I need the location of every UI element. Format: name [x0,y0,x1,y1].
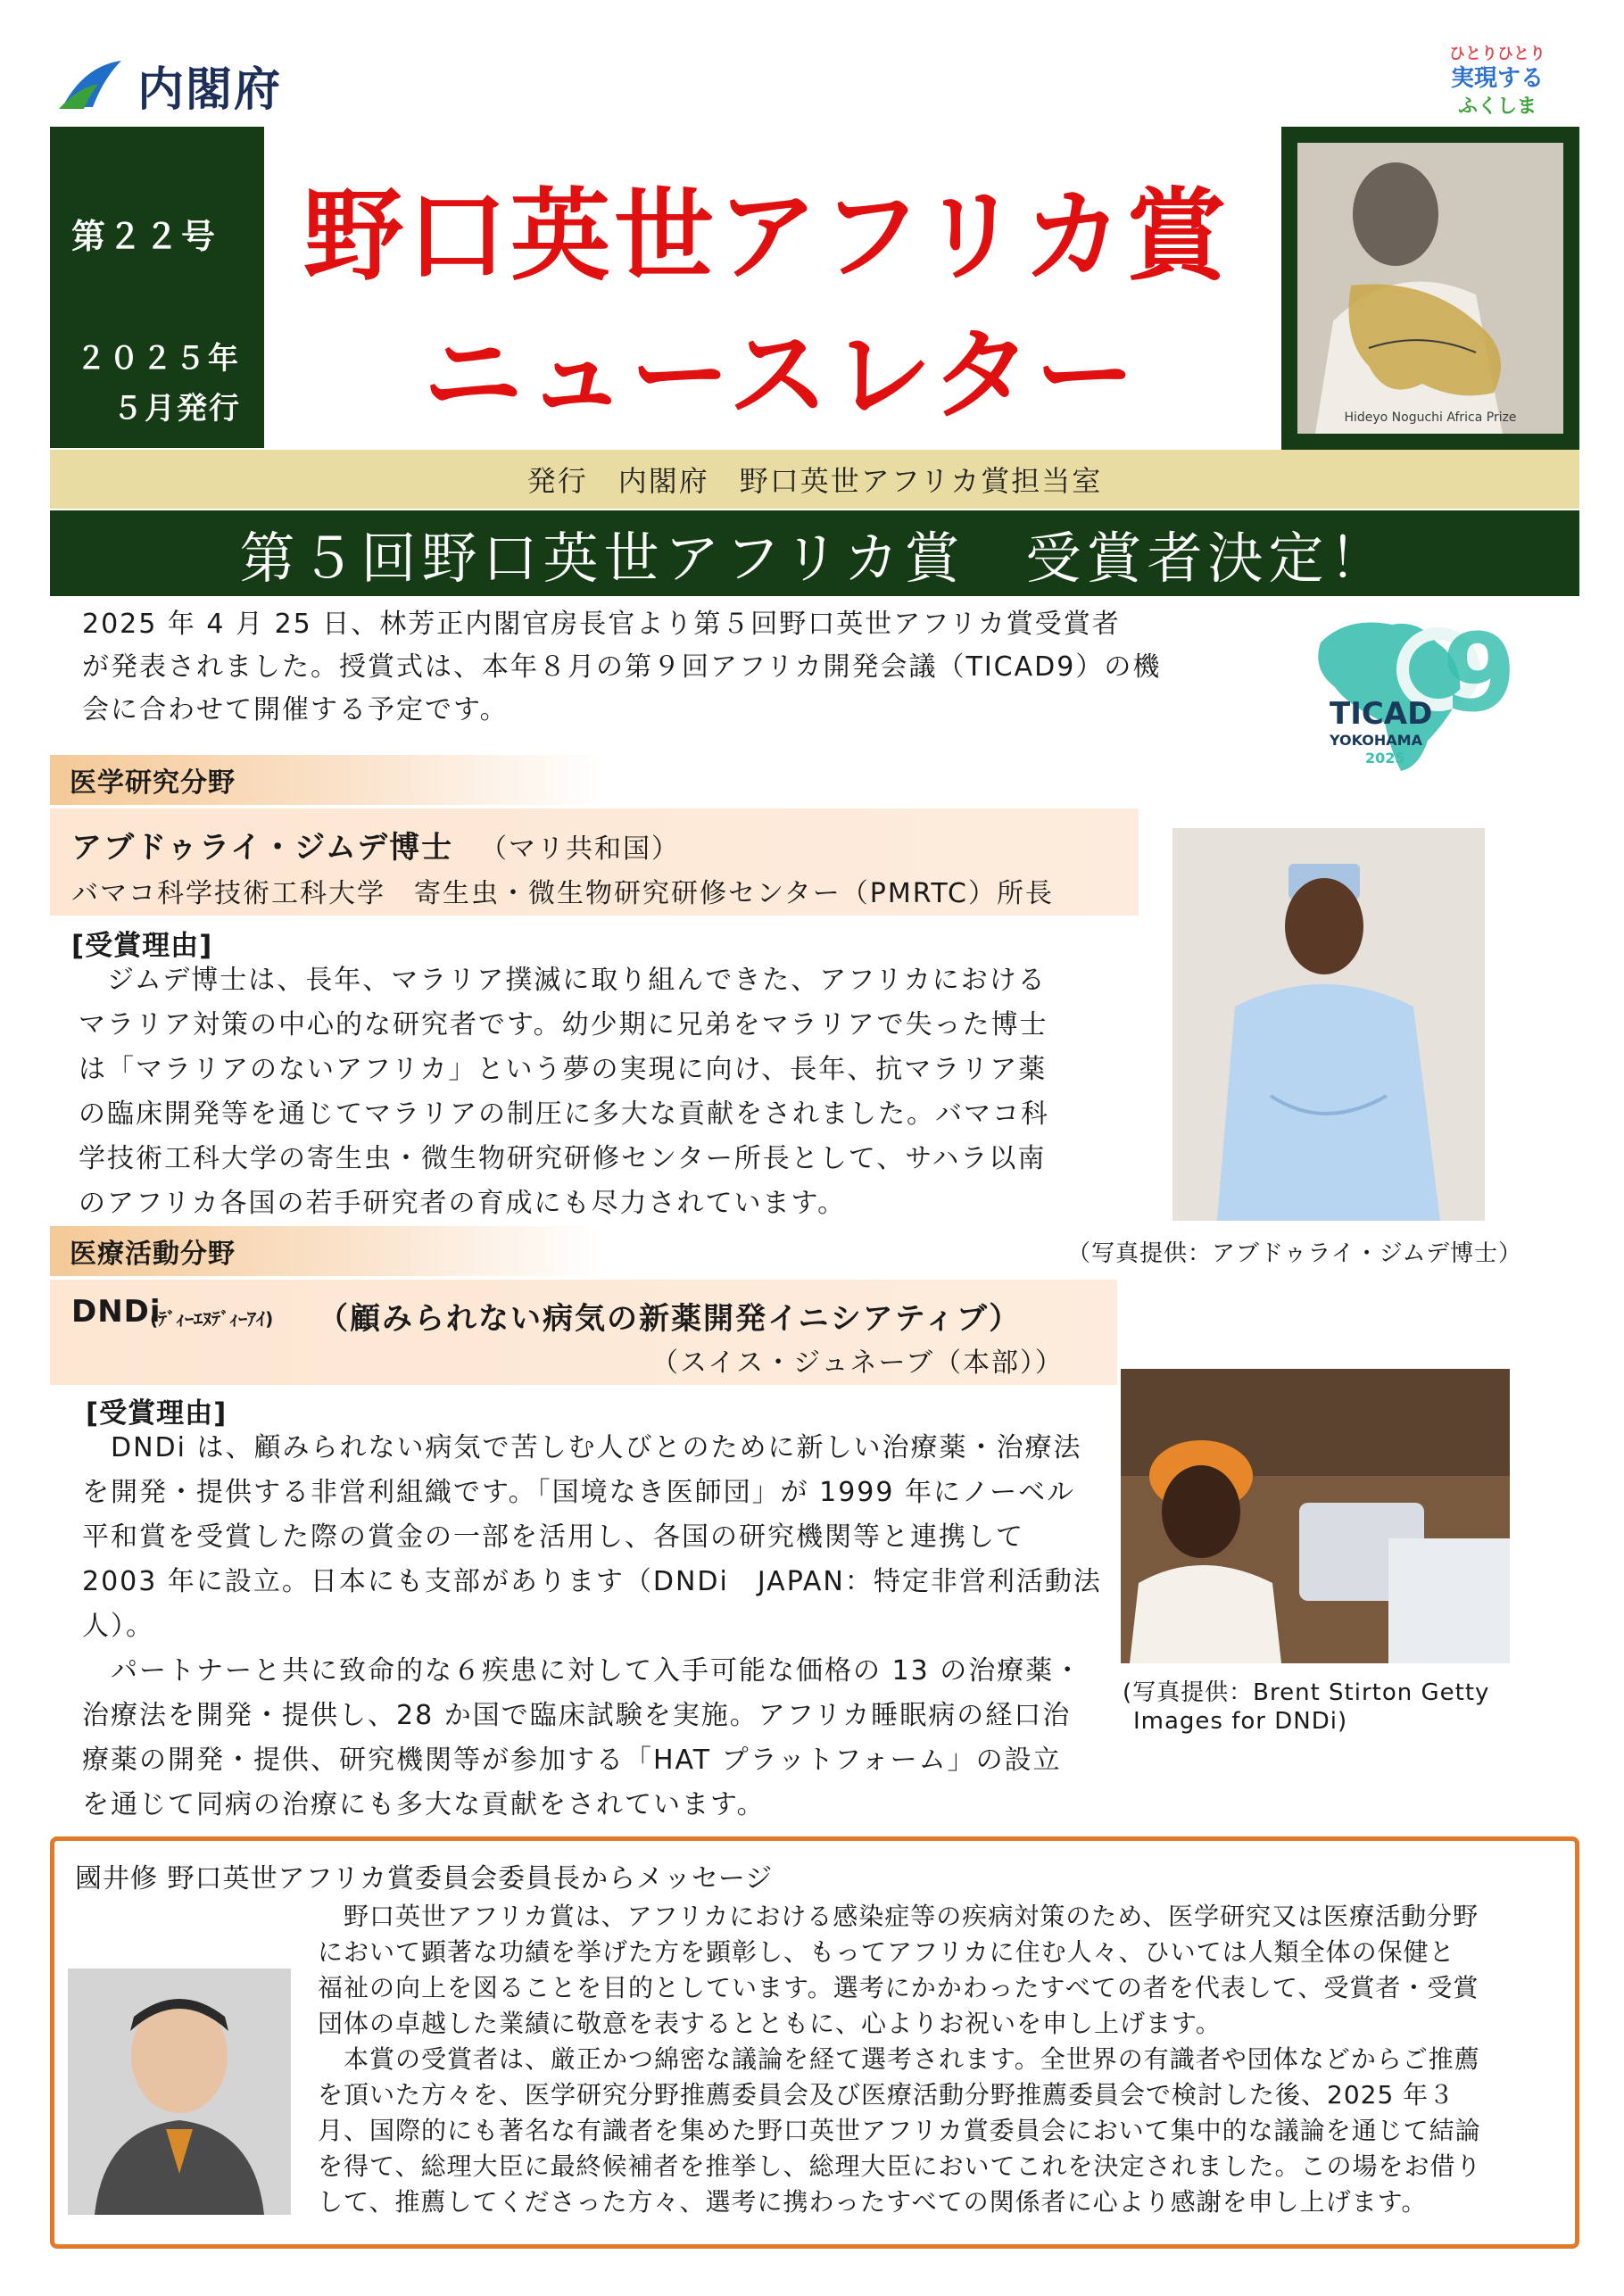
ticad-text: TICAD [1330,696,1433,732]
headline-band [50,510,1579,596]
issue-number: 第２２号 [71,217,219,256]
chair-message-text [318,1899,1554,2220]
laureate1-country: （マリ共和国） [480,833,680,865]
issue-year: ２０２５年 [76,341,241,377]
message-line: 団体の卓越した業績に敬意を表するとともに、心よりお祝いを申し上げます。 [318,2009,1222,2038]
ticad-city: YOKOHAMA [1330,732,1422,749]
message-line: 本賞の受賞者は、厳正かつ綿密な議論を経て選考されます。全世界の有識者や団体などからご推薦 [318,2044,1480,2074]
reason-line: マラリア対策の中心的な研究者です。幼少期に兄弟をマラリアで失った博士 [79,1009,1048,1040]
issue-info-box [50,127,264,448]
message-line: 野口英世アフリカ賞は、アフリカにおける感染症等の疾病対策のため、医学研究又は医療活動分野 [318,1902,1479,1931]
intro-line: 会に合わせて開催する予定です。 [82,694,509,725]
issue-month: ５月発行 [112,391,241,427]
message-line: 月、国際的にも著名な有識者を集めた野口英世アフリカ賞委員会において集中的な議論を通じて結論 [318,2116,1481,2145]
laureate2-photo-caption-line2: Images for DNDi) [1133,1708,1348,1735]
reason-line: 2003 年に設立。日本にも支部があります（DNDi JAPAN：特定非営利活動法 [82,1566,1102,1597]
reason-line: ジムデ博士は、長年、マラリア撲滅に取り組んできた、アフリカにおける [79,965,1047,996]
reason-line: の臨床開発等を通じてマラリアの制圧に多大な貢献をされました。バマコ科 [79,1098,1049,1130]
reason-line: を通じて同病の治療にも多大な貢献をされています。 [82,1789,766,1820]
message-line: を頂いた方々を、医学研究分野推薦委員会及び医療活動分野推薦委員会で検討した後、2025 年３ [318,2080,1455,2110]
chair-photo-illustration [68,1969,291,2215]
slogan-line-3: ふくしま [1457,95,1537,118]
slogan-logo [1442,45,1553,134]
message-line: において顕著な功績を挙げた方を顕彰し、もってアフリカに住む人々、ひいては人類全体の保健と [318,1937,1455,1967]
reason-line: のアフリカ各国の若手研究者の育成にも尽力されています。 [79,1188,847,1219]
intro-paragraph [82,603,1242,732]
laureate1-reason-text [79,958,1149,1226]
headline-text: 第５回野口英世アフリカ賞 受賞者決定！ [239,525,1390,591]
slogan-line-1: ひとりひとり [1449,45,1545,63]
cabinet-office-logo [57,54,289,116]
laureate2-name: DNDi [71,1294,162,1330]
ticad-year: 2025 [1365,750,1405,767]
publisher-band [50,450,1579,509]
section-label-text: 医療活動分野 [70,1239,236,1270]
laureate1-name: アブドゥライ・ジムデ博士 [71,830,454,866]
laureate2-location: （スイス・ジュネーブ（本部）） [651,1347,1064,1379]
noguchi-portrait-image [1297,143,1563,434]
laureate2-reason-label: [受賞理由] [86,1397,228,1430]
message-line: を得て、総理大臣に最終候補者を推挙し、総理大臣においてこれを決定されました。この場をお借り [318,2151,1482,2181]
laureate2-photo-illustration [1121,1369,1510,1663]
cabinet-office-logo-text: 内閣府 [137,62,283,117]
reason-line: 療薬の開発・提供、研究機関等が参加する「HAT プラットフォーム」の設立 [82,1745,1062,1776]
slogan-line-2: 実現する [1450,65,1544,92]
publisher-text: 発行 内閣府 野口英世アフリカ賞担当室 [526,464,1103,498]
portrait-credit: Hideyo Noguchi Africa Prize [1344,410,1517,425]
ticad9-logo [1285,607,1517,776]
reason-line: 人）。 [82,1611,154,1642]
reason-line: を開発・提供する非営利組織です。「国境なき医師団」が 1999 年にノーベル [82,1477,1076,1508]
section-label-medical-research [50,755,603,805]
newsletter-title-line-2: ニュースレター [423,318,1139,434]
laureate1-reason-label: [受賞理由] [71,930,213,962]
section-label-medical-services [50,1226,603,1276]
ticad-numeral: 9 [1442,612,1517,736]
message-line: して、推薦してくださった方々、選考に携わったすべての関係者に心より感謝を申し上げます。 [318,2187,1428,2217]
chair-message-title: 國井修 野口英世アフリカ賞委員会委員長からメッセージ [75,1863,774,1894]
laureate2-name-reading: (ﾃﾞｨｰｴﾇﾃﾞｨｰｱｲ) [150,1308,274,1330]
laureate2-full-name: （顧みられない病気の新薬開発イニシアティブ） [318,1301,1022,1337]
laureate2-reason-text [82,1426,1117,1828]
message-line: 福祉の向上を図ることを目的としています。選考にかかわったすべての者を代表して、受賞者・受賞 [318,1973,1479,2002]
laureate2-photo [1121,1369,1510,1663]
intro-line: が発表されました。授賞式は、本年８月の第９回アフリカ開発会議（TICAD9）の機 [82,651,1162,683]
laureate1-photo-caption: （写真提供：アブドゥライ・ジムデ博士） [1067,1240,1523,1267]
cabinet-office-emblem-icon [57,57,125,112]
chair-photo [68,1969,291,2215]
noguchi-portrait-frame [1281,127,1579,450]
laureate1-affiliation: バマコ科学技術工科大学 寄生虫・微生物研究研修センター（PMRTC）所長 [71,878,1054,909]
section-label-text: 医学研究分野 [70,767,236,799]
intro-line: 2025 年 4 月 25 日、林芳正内閣官房長官より第５回野口英世アフリカ賞受賞者 [82,609,1121,640]
reason-line: 治療法を開発・提供し、28 か国で臨床試験を実施。アフリカ睡眠病の経口治 [82,1700,1072,1731]
reason-line: 平和賞を受賞した際の賞金の一部を活用し、各国の研究機関等と連携して [82,1521,1024,1553]
laureate2-photo-caption-line1: (写真提供：Brent Stirton Getty [1123,1679,1490,1706]
reason-line: DNDi は、顧みられない病気で苦しむ人びとのために新しい治療薬・治療法 [82,1432,1082,1463]
laureate1-photo [1172,828,1485,1221]
reason-line: は「マラリアのないアフリカ」という夢の実現に向け、長年、抗マラリア薬 [79,1054,1048,1085]
reason-line: パートナーと共に致命的な６疾患に対して入手可能な価格の 13 の治療薬・ [82,1655,1083,1687]
newsletter-title-line-1: 野口英世アフリカ賞 [303,178,1230,294]
laureate1-photo-illustration [1172,828,1485,1221]
reason-line: 学技術工科大学の寄生虫・微生物研究研修センター所長として、サハラ以南 [79,1143,1047,1174]
noguchi-portrait-illustration [1297,143,1563,434]
